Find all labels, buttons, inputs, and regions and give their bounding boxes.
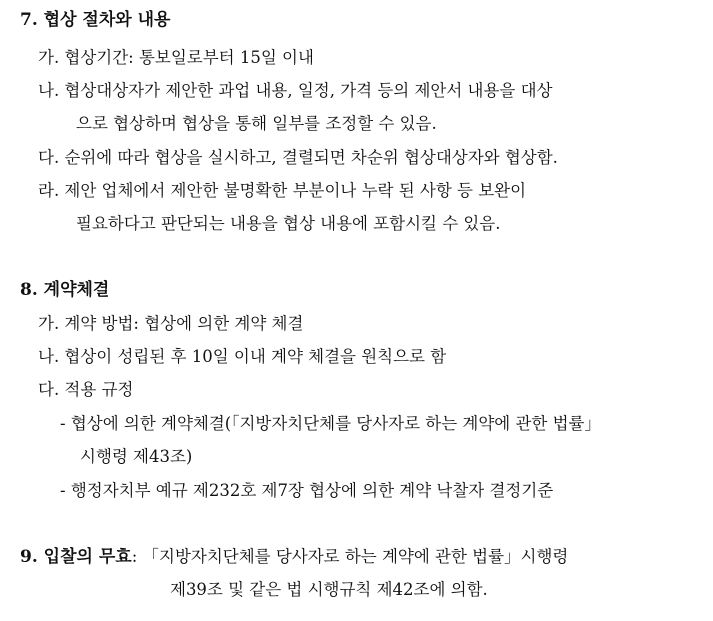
section-7-item-na-line2: 으로 협상하며 협상을 통해 일부를 조정할 수 있음. (76, 114, 437, 133)
section-7-item-ra-line1: 라. 제안 업체에서 제안한 불명확한 부분이나 누락 된 사항 등 보완이 (38, 181, 527, 200)
section-8-subitem-1-line2: 시행령 제43조) (80, 447, 193, 466)
section-7-item-ra-line2: 필요하다고 판단되는 내용을 협상 내용에 포함시킬 수 있음. (76, 214, 501, 233)
section-9-text-1: : 「지방자치단체를 당사자로 하는 계약에 관한 법률」시행령 (131, 547, 569, 566)
section-8-item-ga: 가. 계약 방법: 협상에 의한 계약 체결 (38, 314, 304, 333)
section-7-heading: 7. 협상 절차와 내용 (20, 10, 171, 30)
section-8-item-da: 다. 적용 규정 (38, 380, 134, 399)
section-8-subitem-2: - 행정자치부 예규 제232호 제7장 협상에 의한 계약 낙찰자 결정기준 (60, 481, 554, 500)
section-9-line1 (20, 546, 568, 568)
section-8-item-na: 나. 협상이 성립된 후 10일 이내 계약 체결을 원칙으로 함 (38, 347, 447, 366)
section-7-item-ga: 가. 협상기간: 통보일로부터 15일 이내 (38, 48, 314, 67)
section-9-heading: 9. 입찰의 무효 (20, 547, 132, 567)
section-8-subitem-1-line1: - 협상에 의한 계약체결(「지방자치단체를 당사자로 하는 계약에 관한 법률」 (60, 414, 601, 433)
section-7-item-na-text: 나. 협상대상자가 제안한 과업 내용, 일정, 가격 등의 제안서 내용을 대상 (38, 81, 553, 100)
section-7-item-da: 다. 순위에 따라 협상을 실시하고, 결렬되면 차순위 협상대상자와 협상함. (38, 148, 558, 167)
section-9-line2: 제39조 및 같은 법 시행규칙 제42조에 의함. (170, 580, 488, 599)
section-7-item-na-line1 (38, 80, 694, 102)
section-8-heading: 8. 계약체결 (20, 280, 110, 300)
